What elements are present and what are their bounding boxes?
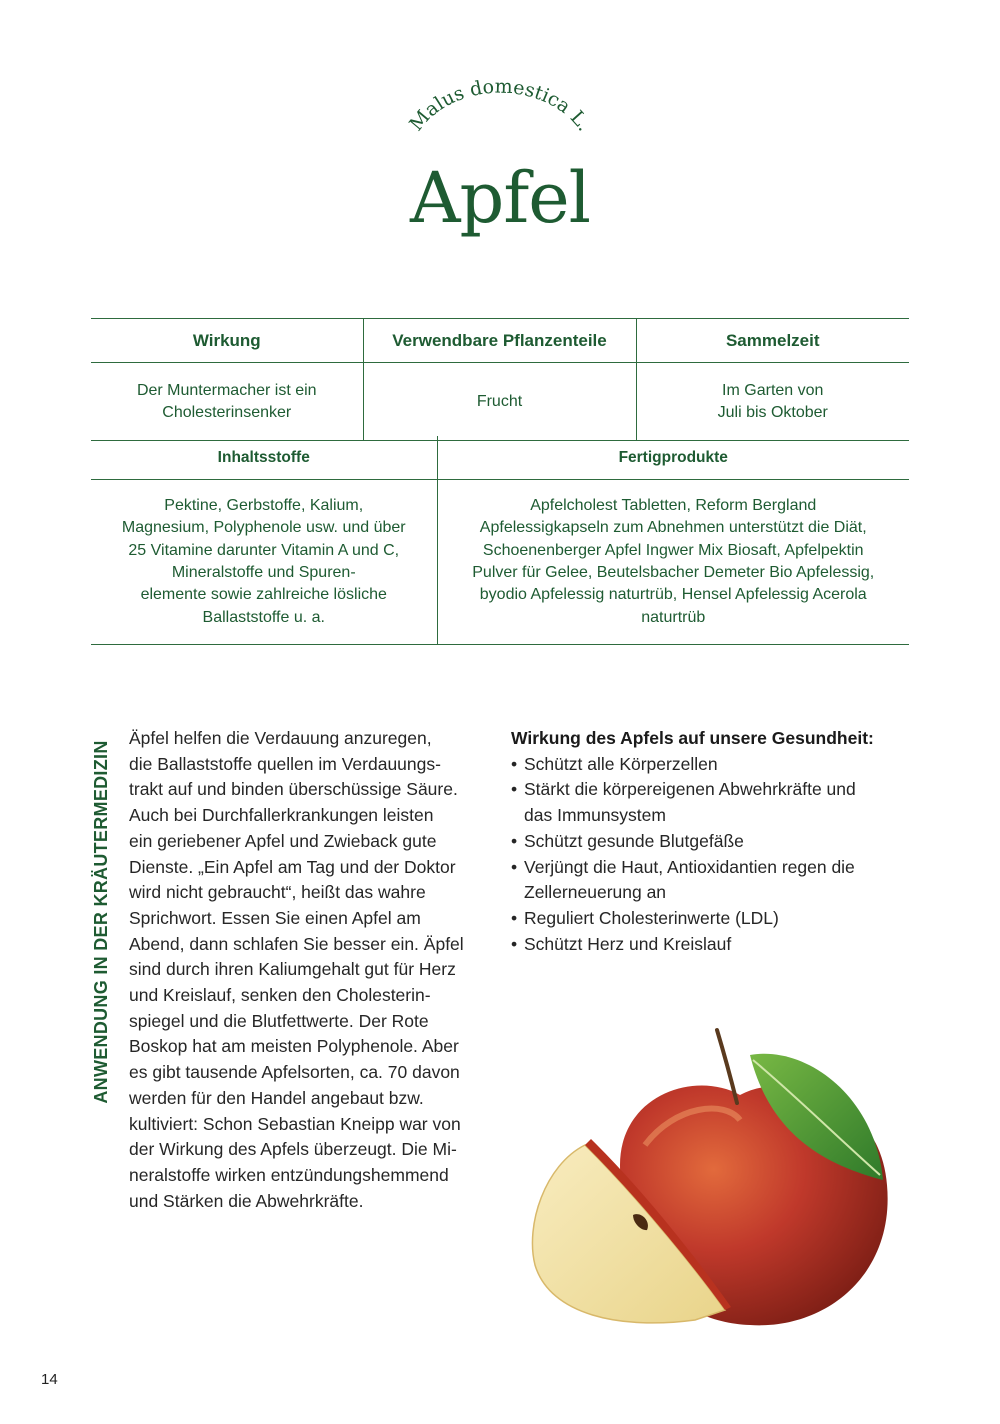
list-item: • Stärkt die körpereigenen Abwehrkräfte und das Immunsystem <box>511 777 931 828</box>
cell-fertigprodukte-text: Apfelcholest Tabletten, Reform Bergland Apfelessigkapseln zum Abnehmen unterstützt die Diät, Schoenenberger Apfel Ingwer Mix Biosaft, Apfelpektin Pulver für Gelee, Beutelsbacher Demeter Bio Apfelessig, byodio Apfelessig naturtrüb, Hensel Apfelessig Acerola naturtrüb <box>472 496 875 626</box>
header-pflanzenteile: Verwendbare Pflanzenteile <box>363 319 636 363</box>
header-inhaltsstoffe: Inhaltsstoffe <box>91 436 437 480</box>
table-row <box>91 480 909 645</box>
cell-fertigprodukte <box>437 480 909 645</box>
cell-sammelzeit <box>636 363 909 441</box>
apple-illustration <box>525 1025 895 1340</box>
svg-text:Malus domestica L. <box>405 75 595 135</box>
header-fertigprodukte: Fertigprodukte <box>437 436 909 480</box>
list-item: • Verjüngt die Haut, Antioxidantien regen die Zellerneuerung an <box>511 855 931 906</box>
list-item: • Schützt Herz und Kreislauf <box>511 932 931 958</box>
cell-pflanzenteile-text: Frucht <box>476 392 523 410</box>
list-item: • Reguliert Cholesterinwerte (LDL) <box>511 906 931 932</box>
cell-wirkung <box>91 363 363 441</box>
page-number: 14 <box>41 1371 58 1388</box>
cell-pflanzenteile <box>363 363 636 441</box>
page-title: Apfel <box>409 157 591 239</box>
list-item: • Schützt gesunde Blutgefäße <box>511 829 931 855</box>
latin-name: Malus domestica L. <box>405 75 596 136</box>
side-heading: ANWENDUNG IN DER KRÄUTERMEDIZIN <box>91 740 111 1104</box>
table-row <box>91 363 909 441</box>
header-sammelzeit: Sammelzeit <box>636 319 909 363</box>
header-wirkung: Wirkung <box>91 319 363 363</box>
list-item: • Schützt alle Körperzellen <box>511 752 931 778</box>
table-header-row <box>91 319 909 363</box>
benefits-list <box>511 752 931 958</box>
latin-name-arc <box>390 70 610 160</box>
benefits-section <box>511 726 931 957</box>
body-paragraph: Äpfel helfen die Verdauung anzuregen, die Ballaststoffe quellen im Verdauungs- trakt auf und binden überschüssige Säure. Auch bei Durchfallerkrankungen leisten ein geriebener Apfel und Zwieback gute Dienste. „Ein Apfel am Tag und der Doktor wird nicht gebraucht“, heißt das wahre Sprichwort. Essen Sie einen Apfel am Abend, dann schlafen Sie besser ein. Äpfel sind durch ihren Kaliumgehalt gut für Herz und Kreislauf, senken den Cholesterin- spiegel und die Blutfettwerte. Der Rote Boskop hat am meisten Polyphenole. Aber es gibt tausende Apfelsorten, ca. 70 davon werden für den Handel angebaut bzw. kultiviert: Schon Sebastian Kneipp war von der Wirkung des Apfels überzeugt. Die Mi- neralstoffe wirken entzündungshemmend und Stärken die Abwehrkräfte. <box>129 728 464 1211</box>
cell-inhaltsstoffe-text: Pektine, Gerbstoffe, Kalium, Magnesium, Polyphenole usw. und über 25 Vitamine darunter Vitamin A und C, Mineralstoffe und Spuren- elemente sowie zahlreiche lösliche Ballaststoffe u. a. <box>121 496 406 626</box>
plant-info-table <box>91 318 909 441</box>
cell-inhaltsstoffe <box>91 480 437 645</box>
cell-wirkung-text: Der Muntermacher ist ein Cholesterinsenker <box>136 381 317 421</box>
benefits-heading: Wirkung des Apfels auf unsere Gesundheit: <box>511 728 874 748</box>
table-header-row <box>91 436 909 480</box>
ingredients-products-table <box>91 436 909 645</box>
cell-sammelzeit-text: Im Garten von Juli bis Oktober <box>717 381 828 421</box>
